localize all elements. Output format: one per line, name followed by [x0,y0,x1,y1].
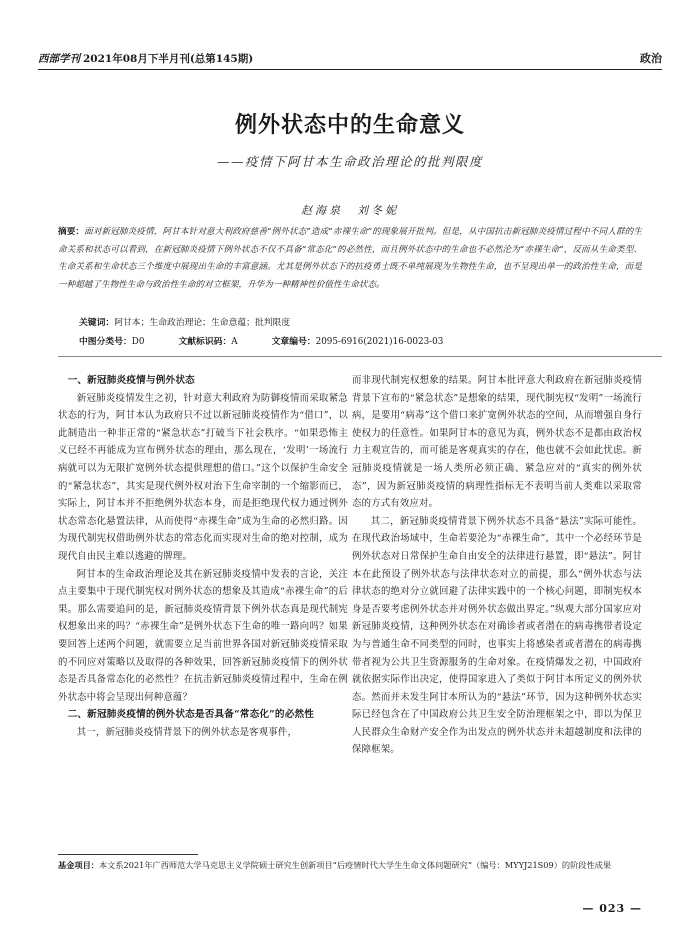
body-column-left [58,372,348,741]
article-authors: 赵海泉 刘冬妮 [301,204,399,217]
clc-number: 中图分类号：D0 [79,337,145,347]
doc-code: 文献标识码：A [178,337,238,347]
header-journal-issue [38,51,253,66]
running-header [38,46,662,70]
abstract-text: 面对新冠肺炎疫情，阿甘本针对意大利政府慈善“例外状态”造成“赤裸生命”的现象展开批判。但是，从中国抗击新冠肺炎疫情过程中不同人群的生命关系和状态可以看到，在新冠肺炎疫情下例外状态不仅不具备“常态化”的必然性，而且例外状态中的生命也不必然沦为“赤裸生命”，反而从生命类型、生命关系和生命状态三个维度中展现出生命的丰富意涵。尤其是例外状态下的抗疫勇士既不单纯展现为生物性生命，也不呈现出单一的政治性生命，而是一种超越了生物性生命与政治性生命的对立框架，升华为一种精神性价值性生命状态。 [58,227,642,290]
divider [58,356,662,357]
article-subtitle: ——疫情下阿甘本生命政治理论的批判限度 [216,154,483,169]
issue-info: 2021年08月下半月刊(总第145期) [83,53,254,65]
footnote-divider [58,854,198,855]
article-number: 文章编号：2095-6916(2021)16-0023-03 [271,337,444,347]
abstract-label: 摘要： [58,227,85,237]
paragraph: 其一，新冠肺炎疫情背景下的例外状态是客观事件， [76,726,298,738]
footnote-text: 本文系2021年广西师范大学马克思主义学院硕士研究生创新项目“后疫情时代大学生生命文体问题研究”（编号：MYYJ21S09）的阶段性成果 [98,860,612,870]
abstract [58,224,642,294]
section-name: 政治 [640,52,662,65]
paragraph: 而非现代制宪权想象的结果。阿甘本批评意大利政府在新冠肺炎疫情背景下宣布的“紧急状态”是想象的结果，现代制宪权“发明”一场流行病，是要用“病毒”这个借口来扩宽例外状态的空间，从而增强自身行使权力的任意性。如果阿甘本的意见为真，例外状态不是都由政治权力主观宣告的，而可能是客观真实的存在，他也就不会如此忧虑。新冠肺炎疫情就是一场人类所必须正确、紧急应对的“真实的例外状态”，因为新冠肺炎疫情的病理性指标无不表明当前人类难以采取常态的方式有效应对。 [352,375,642,510]
paragraph: 新冠肺炎疫情发生之初，针对意大利政府为防御疫情而采取紧急状态的行为，阿甘本认为政府只不过以新冠肺炎疫情作为“借口”，以此制造出一种非正常的“紧急状态”打破当下社会秩序。“如果恐怖主义已经不再能成为宣布例外状态的理由，那么现在，‘发明’一场流行病就可以为无限扩宽例外状态提供理想的借口。”这个以保护生命安全的“紧急状态”，其实是现代例外权对治下生命宰制的一个缩影而已，实际上，阿甘本并不拒绝例外状态本身，而是拒绝现代权力通过例外状态常态化悬置法律，从而使得“赤裸生命”成为生命的必然归路。因为现代制宪权借助例外状态的常态化而实现对生命的绝对控制，成为现代自由民主难以逃避的牌理。 [58,392,348,562]
keywords-label: 关键词： [79,318,115,328]
journal-name: 西部学刊 [38,53,80,65]
paragraph: 阿甘本的生命政治理论及其在新冠肺炎疫情中发表的言论，关注点主要集中于现代制宪权对例外状态的想象及其造成“赤裸生命”的后果。那么需要追问的是，新冠肺炎疫情背景下例外状态真是现代制宪权想象出来的吗？“赤裸生命”是例外状态下生命的唯一路向吗？如果要回答上述两个问题，就需要立足当前世界各国对新冠肺炎疫情采取的不同应对策略以及取得的各种效果，回答新冠肺炎疫情下的例外状态是否具备常态化的必然性？在抗击新冠肺炎疫情过程中，生命在例外状态中将会呈现出何种意蕴？ [58,568,348,703]
article-title: 例外状态中的生命意义 [234,112,465,138]
keywords [79,316,642,330]
section-heading-2: 二、新冠肺炎疫情的例外状态是否具备“常态化”的必然性 [67,709,315,721]
section-heading-1: 一、新冠肺炎疫情与例外状态 [67,375,195,386]
classification-line [79,334,642,347]
page-number: — 023 — [582,902,642,915]
body-column-right [352,372,642,759]
footnote-label: 基金项目： [58,860,99,870]
footnote [58,858,642,872]
paragraph: 其二，新冠肺炎疫情背景下例外状态不具备“悬法”实际可能性。在现代政治场域中，生命若要沦为“赤裸生命”，其中一个必经环节是例外状态对日常保护生命自由安全的法律进行悬置，即“悬法”。阿甘本在此预设了例外状态与法律状态对立的前提，那么“例外状态与法律状态的绝对分立就回避了法律实践中的一个核心问题，即制宪权本身是否要考虑例外状态并对例外状态做出界定。”纵观大部分国家应对新冠肺炎疫情，这种例外状态在对确诊者或者潜在的病毒携带者设定为与普通生命不同类型的同时，也事实上将感染者或者潜在的病毒携带者视为公共卫生资源服务的生命对象。在疫情爆发之初，中国政府就依据实际作出决定，使得国家进入了类似于阿甘本所定义的例外状态。然而并未发生阿甘本所认为的“悬法”环节，因为这种例外状态实际已经包含在了中国政府公共卫生安全防治理框架之中，即以为保卫人民群众生命财产安全作为出发点的例外状态并未超越制度和法律的保障框架。 [352,515,642,756]
keywords-text: 阿甘本；生命政治理论；生命意蕴；批判限度 [114,318,291,328]
